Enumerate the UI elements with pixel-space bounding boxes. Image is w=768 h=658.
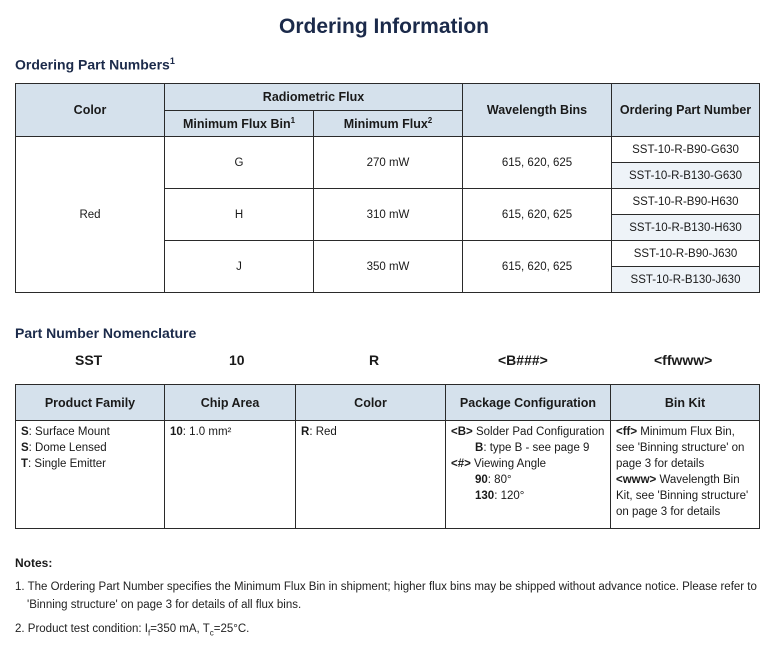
col-header-min-flux-bin: Minimum Flux Bin$^1$ [165,111,314,137]
min-flux-cell: 310 mW [314,189,463,241]
nomenclature-heading: Part Number Nomenclature [15,325,197,341]
chip-area-cell: 10: 1.0 mm² [165,421,296,529]
min-flux-cell: 350 mW [314,241,463,293]
note-1: 1. The Ordering Part Number specifies the Minimum Flux Bin in shipment; higher flux bins may be shipped without advance notice. Please refer to 'Binning structure' on page 3 for details of all flux bins. [15,581,757,611]
package-configuration-cell: <B> Solder Pad Configuration B: type B - see page 9 <#> Viewing Angle 90: 80° 130: 120° [446,421,611,529]
flux-bin-cell: H [165,189,314,241]
nom-color-cell: R: Red [296,421,446,529]
nomenclature-code-chip: 10 [229,352,245,368]
nomenclature-code-color: R [369,352,380,368]
product-family-cell: S: Surface Mount S: Dome Lensed T: Single Emitter [16,421,165,529]
nomenclature-code-binkit: <ffwww> [654,352,713,368]
ordering-table [15,83,760,293]
part-number-cell: SST-10-R-B90-J630 [612,241,760,267]
wavelength-cell: 615, 620, 625 [463,189,612,241]
col-header-product-family: Product Family [16,385,165,421]
col-header-color: Color [16,84,165,137]
min-flux-cell: 270 mW [314,137,463,189]
flux-bin-cell: G [165,137,314,189]
col-header-nom-color: Color [296,385,446,421]
col-header-package-configuration: Package Configuration [446,385,611,421]
col-header-radiometric-flux: Radiometric Flux [165,84,463,111]
wavelength-cell: 615, 620, 625 [463,241,612,293]
col-header-ordering-part-number: Ordering Part Number [612,84,760,137]
col-header-wavelength-bins: Wavelength Bins [463,84,612,137]
part-number-cell: SST-10-R-B130-G630 [612,163,760,189]
ordering-part-numbers-heading: Ordering Part Numbers$^1$ [15,56,175,73]
col-header-bin-kit: Bin Kit [611,385,760,421]
flux-bin-cell: J [165,241,314,293]
notes-heading: Notes: [15,556,53,570]
note-2: 2. Product test condition: $I_f=350$ mA, $T_c=25^\circ C$. [15,623,250,638]
col-header-chip-area: Chip Area [165,385,296,421]
bin-kit-cell: <ff> Minimum Flux Bin, see 'Binning structure' on page 3 for details <www> Wavelength Bin Kit, see 'Binning structure' on page 3 for details [611,421,760,529]
part-number-cell: SST-10-R-B130-H630 [612,215,760,241]
wavelength-cell: 615, 620, 625 [463,137,612,189]
nomenclature-table [15,384,760,529]
part-number-cell: SST-10-R-B90-H630 [612,189,760,215]
page-title: Ordering Information [279,15,489,38]
part-number-cell: SST-10-R-B90-G630 [612,137,760,163]
col-header-min-flux: Minimum Flux$^2$ [314,111,463,137]
nomenclature-code-package: <B###> [498,352,548,368]
part-number-cell: SST-10-R-B130-J630 [612,267,760,293]
nomenclature-code-family: SST [75,352,103,368]
color-cell: Red [16,137,165,293]
